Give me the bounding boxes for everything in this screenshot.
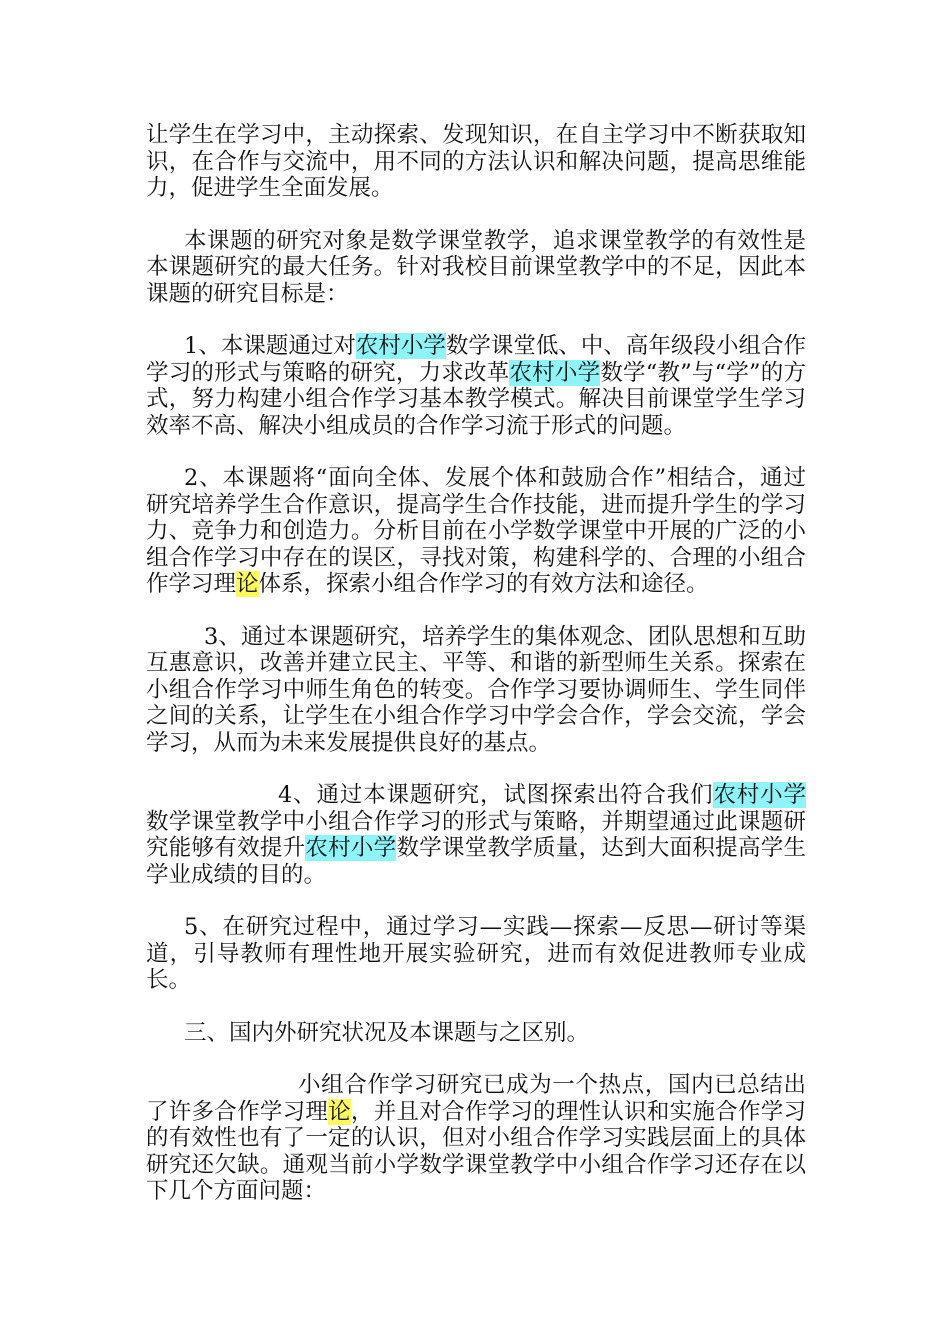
text-segment: 2、本课题将“面向全体、发展个体和鼓励合作”相结合，通过研究培养学生合作意识，提高学生合作技能，进而提升学生的学习力、竞争力和创造力。分析目前在小学数学课堂中开展的广泛的小组合作学习中存在的误区，寻找对策，构建科学的、合理的小组合作学习理 — [146, 465, 806, 597]
paragraph-2 — [146, 228, 806, 308]
paragraph-8 — [146, 1020, 806, 1047]
text-segment: ，并且对合作学习的理性认识和实施合作学习的有效性也有了一定的认识，但对小组合作学习实践层面上的具体研究还欠缺。通观当前小学数学课堂教学中小组合作学习还存在以下几个方面问题： — [146, 1098, 806, 1204]
highlighted-text: 论 — [236, 571, 259, 597]
text-segment: 3、通过本课题研究，培养学生的集体观念、团队思想和互助互惠意识，改善并建立民主、平等、和谐的新型师生关系。探索在小组合作学习中师生角色的转变。合作学习要协调师生、学生同伴之间的关系，让学生在小组合作学习中学会合作，学会交流，学会学习，从而为未来发展提供良好的基点。 — [146, 623, 806, 756]
text-segment: 本课题的研究对象是数学课堂教学，追求课堂教学的有效性是本课题研究的最大任务。针对我校目前课堂教学中的不足，因此本课题的研究目标是： — [146, 227, 806, 307]
text-segment: 小组合作学习研究已成为一个热点，国内已总结出了许多合作学习理 — [146, 1072, 806, 1125]
text-segment: 数学课堂低、中、高年级段小组合作学习的形式与策略的研究，力求改革 — [146, 333, 806, 386]
paragraph-5 — [146, 624, 806, 757]
text-segment: 5、在研究过程中，通过学习—实践—探索—反思—研讨等渠道，引导教师有理性地开展实验研究，进而有效促进教师专业成长。 — [146, 914, 806, 993]
text-segment: 体系，探索小组合作学习的有效方法和途径。 — [258, 571, 709, 597]
document-body — [146, 122, 806, 1231]
text-segment: 1、本课题通过对 — [184, 333, 356, 359]
highlighted-text: 农村小学 — [305, 835, 397, 861]
highlighted-text: 论 — [328, 1098, 351, 1125]
highlighted-text: 农村小学 — [509, 359, 601, 386]
text-segment: 让学生在学习中，主动探索、发现知识，在自主学习中不断获取知识，在合作与交流中，用不同的方法认识和解决问题，提高思维能力，促进学生全面发展。 — [146, 122, 806, 201]
highlighted-text: 农村小学 — [713, 782, 806, 808]
paragraph-6 — [146, 782, 806, 888]
paragraph-3 — [146, 333, 806, 439]
text-segment: 数学“教”与“学”的方式，努力构建小组合作学习基本教学模式。解决目前课堂学生学习效率不高、解决小组成员的合作学习流于形式的问题。 — [146, 359, 806, 439]
highlighted-text: 农村小学 — [355, 333, 446, 359]
text-segment: 4、通过本课题研究，试图探索出符合我们 — [278, 782, 714, 808]
paragraph-7 — [146, 914, 806, 994]
text-segment: 三、国内外研究状况及本课题与之区别。 — [184, 1019, 590, 1046]
paragraph-9 — [146, 1072, 806, 1205]
paragraph-1 — [146, 122, 806, 202]
text-segment: 数学课堂教学质量，达到大面积提高学生学业成绩的目的。 — [146, 835, 806, 888]
text-segment: 数学课堂教学中小组合作学习的形式与策略，并期望通过此课题研究能够有效提升 — [146, 808, 806, 861]
paragraph-4 — [146, 465, 806, 598]
